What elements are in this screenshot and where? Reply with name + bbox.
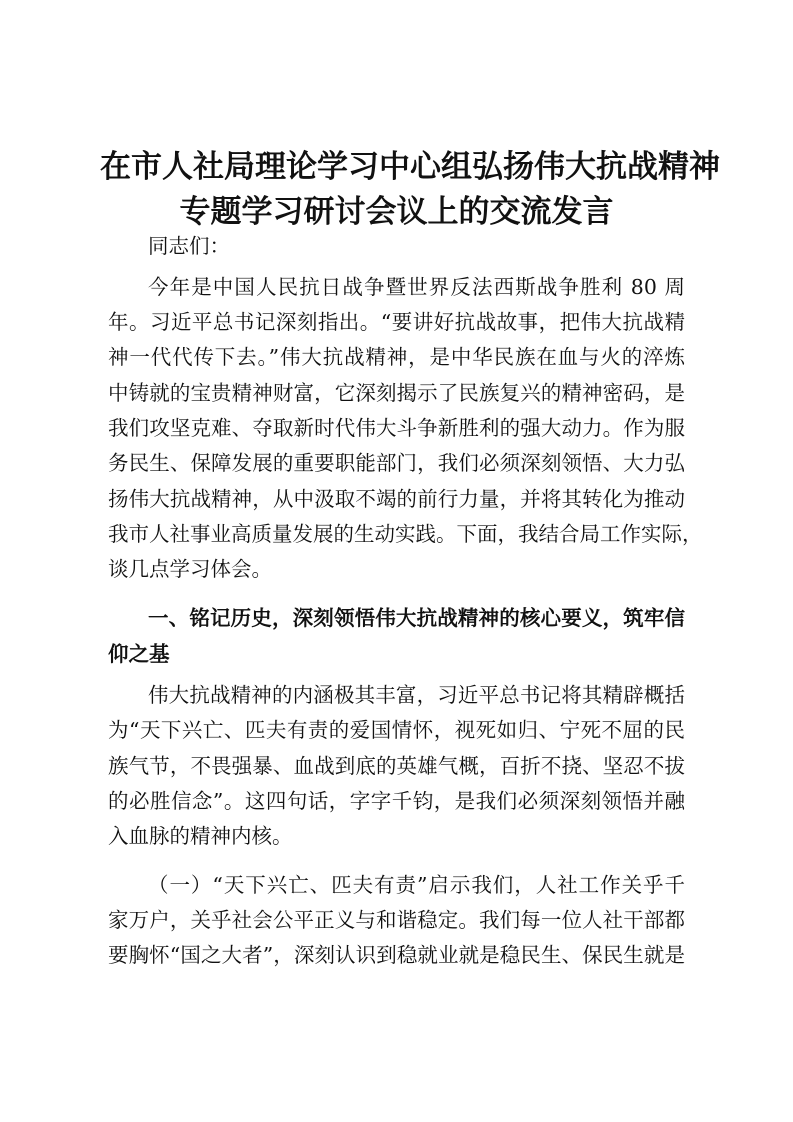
paragraph-line: 我市人社事业高质量发展的生动实践。下面，我结合局工作实际，: [108, 522, 703, 546]
subsection-heading-line: （一）“天下兴亡、匹夫有责”启示我们，人社工作关乎千: [148, 873, 685, 897]
paragraph-line: 谈几点学习体会。: [108, 557, 272, 581]
paragraph-line: 伟大抗战精神的内涵极其丰富，习近平总书记将其精辟概括: [148, 683, 685, 707]
salutation: 同志们：: [148, 234, 230, 258]
paragraph-line: 务民生、保障发展的重要职能部门，我们必须深刻领悟、大力弘: [108, 451, 685, 475]
section-heading-line: 仰之基: [108, 642, 170, 666]
paragraph-line: 为“天下兴亡、匹夫有责的爱国情怀，视死如归、宁死不屈的民: [108, 718, 685, 742]
section-heading-line: 一、铭记历史，深刻领悟伟大抗战精神的核心要义，筑牢信: [148, 606, 685, 630]
paragraph-line: 神一代代传下去。”伟大抗战精神，是中华民族在血与火的淬炼: [108, 345, 685, 369]
paragraph-line: 今年是中国人民抗日战争暨世界反法西斯战争胜利 80 周: [148, 275, 685, 299]
paragraph-line: 中铸就的宝贵精神财富，它深刻揭示了民族复兴的精神密码，是: [108, 381, 685, 405]
document-title-line-1: 在市人社局理论学习中心组弘扬伟大抗战精神: [100, 149, 720, 185]
paragraph-line: 我们攻坚克难、夺取新时代伟大斗争新胜利的强大动力。作为服: [108, 416, 685, 440]
paragraph-line: 年。习近平总书记深刻指出。“要讲好抗战故事，把伟大抗战精: [108, 310, 685, 334]
paragraph-line: 的必胜信念”。这四句话，字字千钧，是我们必须深刻领悟并融: [108, 789, 685, 813]
paragraph-line: 入血脉的精神内核。: [108, 824, 293, 848]
document-title-line-2: 专题学习研讨会议上的交流发言: [179, 194, 614, 230]
paragraph-line: 扬伟大抗战精神，从中汲取不竭的前行力量，并将其转化为推动: [108, 487, 685, 511]
paragraph-line: 要胸怀“国之大者”，深刻认识到稳就业就是稳民生、保民生就是: [108, 943, 685, 967]
paragraph-line: 族气节，不畏强暴、血战到底的英雄气概，百折不挠、坚忍不拔: [108, 754, 685, 778]
paragraph-line: 家万户，关乎社会公平正义与和谐稳定。我们每一位人社干部都: [108, 908, 685, 932]
